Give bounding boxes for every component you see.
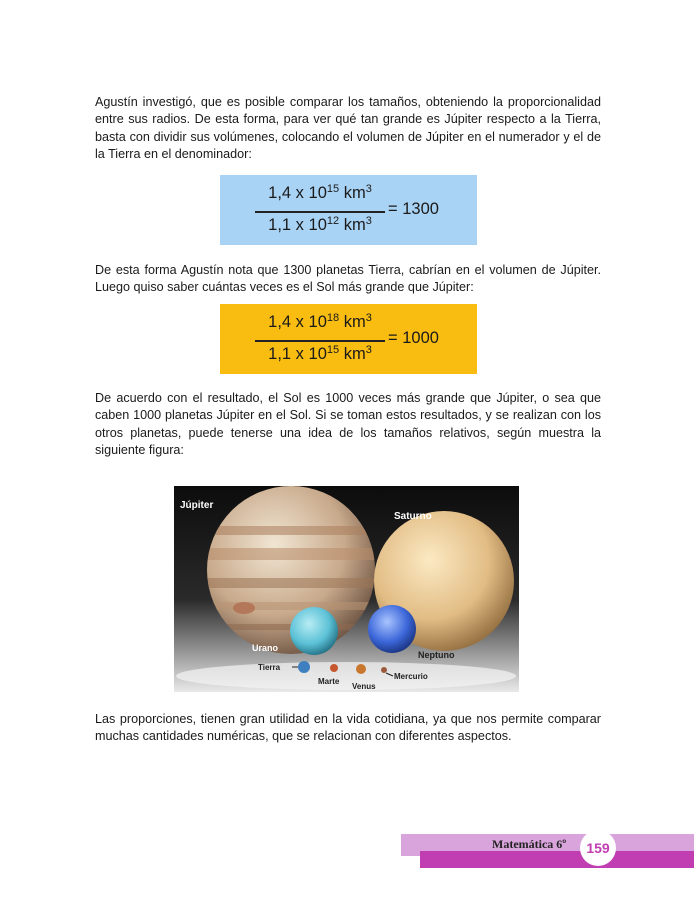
planets-illustration [174, 486, 519, 692]
label-venus: Venus [352, 682, 376, 691]
numerator: 1,4 x $10^{18}$ $km^3$ [268, 312, 372, 331]
mercury-planet [381, 667, 387, 673]
paragraph-after-formula2: De acuerdo con el resultado, el Sol es 1000 veces más grande que Júpiter, o sea que caben 1000 planetas Júpiter en el Sol. Si se toman estos resultados, y se realizan con los otros planetas, puede tenerse una idea de los tamaños relativos, según muestra la siguiente figura: [95, 391, 601, 457]
closing-paragraph: Las proporciones, tienen gran utilidad en la vida cotidiana, ya que nos permite comparar muchas cantidades numéricas, que se relacionan con diferentes aspectos. [95, 712, 601, 744]
paragraph-after-formula1: De esta forma Agustín nota que 1300 planetas Tierra, cabrían en el volumen de Júpiter. Luego quiso saber cuántas veces es el Sol más grande que Júpiter: [95, 263, 601, 295]
uranus-planet [290, 607, 338, 655]
formula-jupiter-earth [220, 175, 477, 245]
footer-band-dark [420, 851, 694, 868]
formula-result: = 1000 [388, 329, 439, 347]
fraction-bar [255, 340, 385, 342]
page-number: 159 [580, 830, 616, 866]
label-saturn: Saturno [394, 511, 432, 522]
denominator: 1,1 x $10^{12}$ $km^3$ [268, 215, 372, 234]
fraction-bar [255, 211, 385, 213]
mars-planet [330, 664, 338, 672]
formula-sun-jupiter [220, 304, 477, 374]
denominator: 1,1 x $10^{15}$ $km^3$ [268, 344, 372, 363]
planets-figure [174, 486, 519, 692]
floor-reflection [176, 662, 516, 690]
label-mercury: Mercurio [394, 672, 428, 681]
label-neptune: Neptuno [418, 650, 455, 660]
intro-paragraph: Agustín investigó, que es posible comparar los tamaños, obteniendo la proporcionalidad entre sus radios. De esta forma, para ver qué tan grande es Júpiter respecto a la Tierra, basta con dividir sus volúmenes, colocando el volumen de Júpiter en el numerador y el de la Tierra en el denominador: [95, 95, 601, 161]
earth-planet [298, 661, 310, 673]
venus-planet [356, 664, 366, 674]
neptune-planet [368, 605, 416, 653]
numerator: 1,4 x $10^{15}$ $km^3$ [268, 183, 372, 202]
label-jupiter: Júpiter [180, 500, 214, 511]
label-mars: Marte [318, 677, 340, 686]
label-earth: Tierra [258, 663, 281, 672]
formula-result: = 1300 [388, 200, 439, 218]
footer-subject: Matemática 6º [492, 837, 567, 851]
label-uranus: Urano [252, 643, 279, 653]
